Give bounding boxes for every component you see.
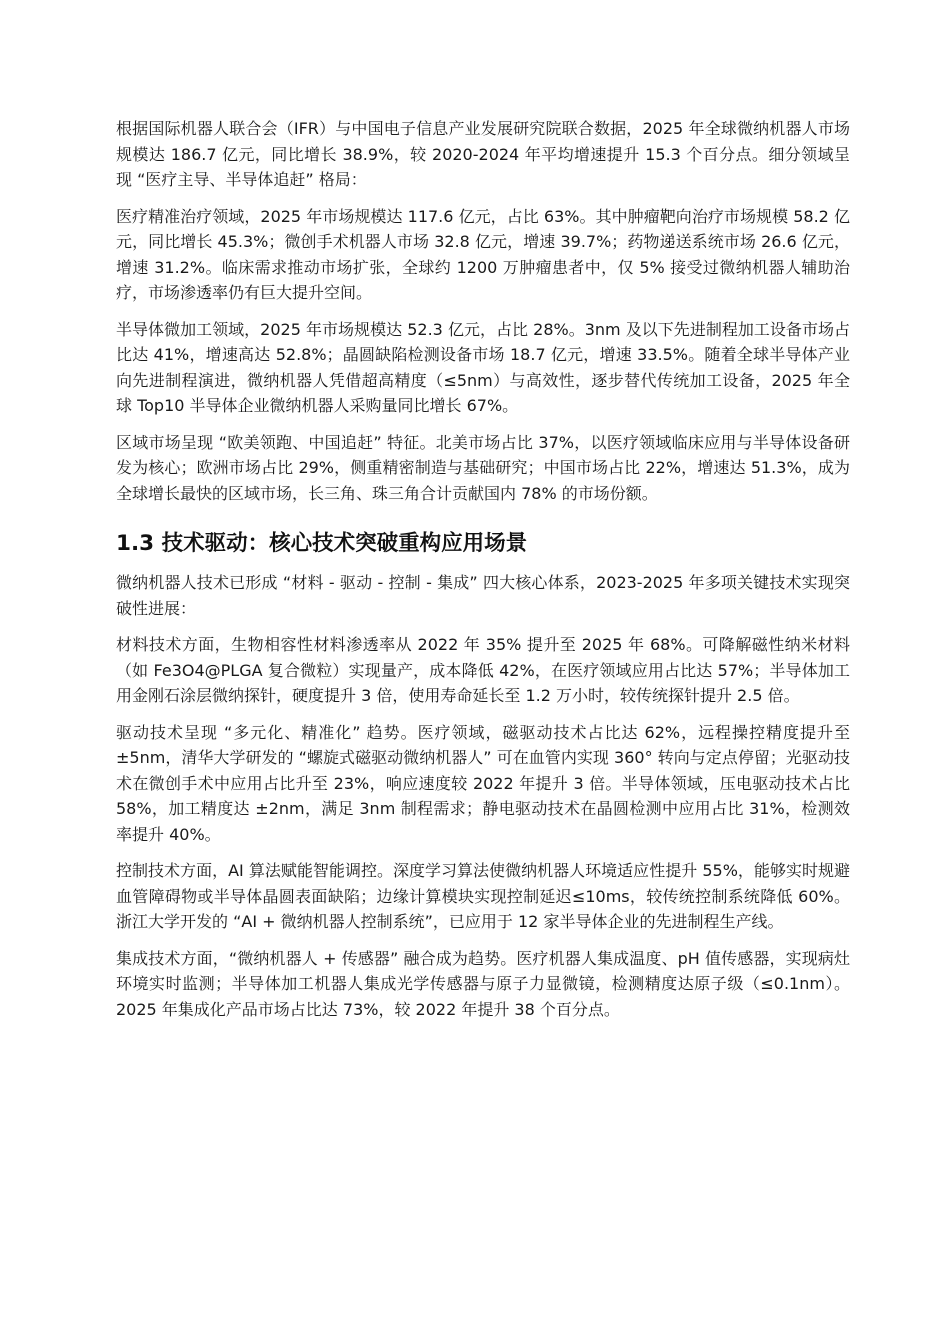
paragraph-medical-segment: 医疗精准治疗领域，2025 年市场规模达 117.6 亿元，占比 63%。其中肿瘤靶向治疗市场规模 58.2 亿元，同比增长 45.3%；微创手术机器人市场 32.8 亿元，增速 39.7%；药物递送系统市场 26.6 亿元，增速 31.2%。临床需求推动市场扩张，全球约 1200 万肿瘤患者中，仅 5% 接受过微纳机器人辅助治疗，市场渗透率仍有巨大提升空间。 — [116, 206, 850, 302]
paragraph-control-tech: 控制技术方面，AI 算法赋能智能调控。深度学习算法使微纳机器人环境适应性提升 55%，能够实时规避血管障碍物或半导体晶圆表面缺陷；边缘计算模块实现控制延迟≤10ms，较传统控制系统降低 60%。浙江大学开发的 “AI + 微纳机器人控制系统”，已应用于 12 家半导体企业的先进制程生产线。 — [116, 861, 850, 931]
paragraph-tech-intro: 微纳机器人技术已形成 “材料 - 驱动 - 控制 - 集成” 四大核心体系，2023-2025 年多项关键技术实现突破性进展： — [116, 573, 850, 618]
paragraph-drive-tech: 驱动技术呈现 “多元化、精准化” 趋势。医疗领域，磁驱动技术占比达 62%，远程操控精度提升至 ±5nm，清华大学研发的 “螺旋式磁驱动微纳机器人” 可在血管内实现 360° 转向与定点停留；光驱动技术在微创手术中应用占比升至 23%，响应速度较 2022 年提升 3 倍。半导体领域，压电驱动技术占比 58%，加工精度达 ±2nm，满足 3nm 制程需求；静电驱动技术在晶圆检测中应用占比 31%，检测效率提升 40%。 — [116, 722, 850, 844]
paragraph-regional-market: 区域市场呈现 “欧美领跑、中国追赶” 特征。北美市场占比 37%，以医疗领域临床应用与半导体设备研发为核心；欧洲市场占比 29%，侧重精密制造与基础研究；中国市场占比 22%，增速达 51.3%，成为全球增长最快的区域市场，长三角、珠三角合计贡献国内 78% 的市场份额。 — [116, 432, 850, 503]
paragraph-integration-tech: 集成技术方面，“微纳机器人 + 传感器” 融合成为趋势。医疗机器人集成温度、pH 值传感器，实现病灶环境实时监测；半导体加工机器人集成光学传感器与原子力显微镜，检测精度达原子级（≤0.1nm）。2025 年集成化产品市场占比达 73%，较 2022 年提升 38 个百分点。 — [116, 948, 850, 1019]
technology-section — [116, 528, 850, 1022]
paragraph-market-overview: 根据国际机器人联合会（IFR）与中国电子信息产业发展研究院联合数据，2025 年全球微纳机器人市场规模达 186.7 亿元，同比增长 38.9%，较 2020-2024 年平均增速提升 15.3 个百分点。细分领域呈现 “医疗主导、半导体追赶” 格局： — [116, 119, 850, 189]
section-heading: 1.3 技术驱动：核心技术突破重构应用场景 — [116, 531, 528, 556]
market-section — [116, 116, 850, 506]
paragraph-material-tech: 材料技术方面，生物相容性材料渗透率从 2022 年 35% 提升至 2025 年 68%。可降解磁性纳米材料（如 Fe3O4@PLGA 复合微粒）实现量产，成本降低 42%，在医疗领域应用占比达 57%；半导体加工用金刚石涂层微纳探针，硬度提升 3 倍，使用寿命延长至 1.2 万小时，较传统探针提升 2.5 倍。 — [116, 635, 850, 705]
paragraph-semiconductor-segment: 半导体微加工领域，2025 年市场规模达 52.3 亿元，占比 28%。3nm 及以下先进制程加工设备市场占比达 41%，增速高达 52.8%；晶圆缺陷检测设备市场 18.7 亿元，增速 33.5%。随着全球半导体产业向先进制程演进，微纳机器人凭借超高精度（≤5nm）与高效性，逐步替代传统加工设备，2025 年全球 Top10 半导体企业微纳机器人采购量同比增长 67%。 — [116, 319, 850, 415]
